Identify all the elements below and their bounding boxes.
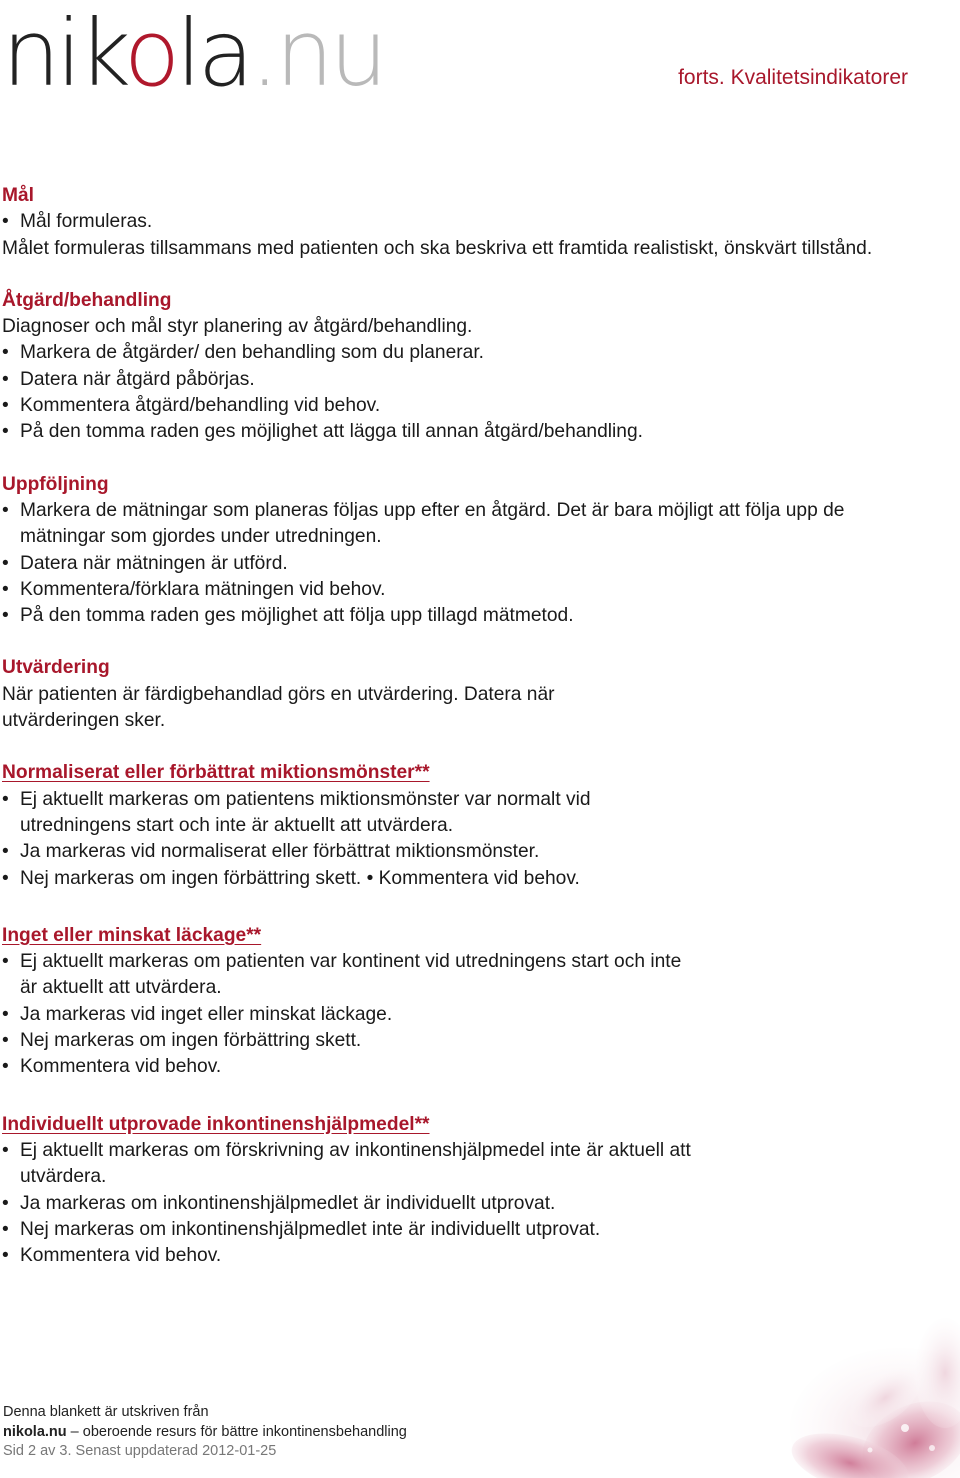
list-item: • På den tomma raden ges möjlighet att följa upp tillagd mätmetod. [2,605,574,627]
section-uppfoljning [2,472,902,630]
list-item: • Kommentera vid behov. [2,1245,222,1267]
list-item: • På den tomma raden ges möjlighet att lägga till annan åtgärd/behandling. [2,421,643,443]
flower-decoration [700,1278,960,1478]
document-body [2,183,902,1295]
list-item: • Markera de mätningar som planeras följas upp efter en åtgärd. Det är bara möjligt att följa upp de mätningar som gjordes under utredningen. [2,499,845,548]
section-miktion [2,760,902,891]
footer-printed-from: Denna blankett är utskriven från [3,1404,209,1420]
list-item: • Ej aktuellt markeras om patienten var kontinent vid utredningens start och inte är aktuellt att utvärdera. [2,951,682,999]
list-item: • Kommentera/förklara mätningen vid behov. [2,578,386,600]
section-hjalpmedel [2,1112,902,1270]
list-item: • Datera när mätningen är utförd. [2,552,288,574]
list-item: • Markera de åtgärder/ den behandling som du planerar. [2,342,484,364]
nikola-logo: nikola.nu [2,0,384,107]
list-item: • Ja markeras vid inget eller minskat läckage. [2,1003,393,1025]
page-title: forts. Kvalitetsindikatorer [678,66,908,89]
section-heading: Uppföljning [2,473,109,495]
list-item: • Ej aktuellt markeras om patientens miktionsmönster var normalt vid utredningens start och inte är aktuellt att utvärdera. [2,788,591,836]
footer-page-info: Sid 2 av 3. Senast uppdaterad 2012-01-25 [3,1443,277,1459]
section-heading: Individuellt utprovade inkontinenshjälpmedel** [2,1113,430,1135]
section-mal [2,183,902,262]
list-item: • Ja markeras om inkontinenshjälpmedlet är individuellt utprovat. [2,1192,556,1214]
section-lackage [2,923,902,1081]
list-item: • Nej markeras om ingen förbättring skett. [2,1030,362,1052]
list-item: • Ej aktuellt markeras om förskrivning av inkontinenshjälpmedel inte är aktuell att utvärdera. [2,1139,691,1188]
footer-brand-link[interactable]: nikola.nu [3,1423,67,1440]
list-item: • Kommentera vid behov. [2,1056,222,1078]
list-item: • Ja markeras vid normaliserat eller förbättrat miktionsmönster. [2,841,540,863]
list-item: • Mål formuleras. [2,211,153,233]
section-heading: Inget eller minskat läckage** [2,924,262,946]
footer-brand-line: nikola.nu – oberoende resurs för bättre inkontinensbehandling [3,1423,407,1440]
section-heading: Utvärdering [2,657,110,679]
section-text: När patienten är färdigbehandlad görs en utvärdering. Datera när utvärderingen sker. [2,683,555,732]
section-heading: Åtgärd/behandling [2,289,172,311]
section-text: Målet formuleras tillsammans med patienten och ska beskriva ett framtida realistiskt, önskvärt tillstånd. [2,237,873,259]
section-heading: Normaliserat eller förbättrat miktionsmönster** [2,762,430,784]
list-item: • Datera när åtgärd påbörjas. [2,368,255,390]
section-utvardering [2,655,902,734]
list-item: • Kommentera åtgärd/behandling vid behov. [2,395,381,417]
page-footer [3,1403,407,1462]
list-item: • Nej markeras om inkontinenshjälpmedlet inte är individuellt utprovat. [2,1218,601,1240]
section-text: Diagnoser och mål styr planering av åtgärd/behandling. [2,316,473,338]
page-header [0,0,960,110]
list-item: • Nej markeras om ingen förbättring skett. • Kommentera vid behov. [2,867,580,889]
section-atgard [2,288,902,446]
section-heading: Mål [2,185,34,206]
